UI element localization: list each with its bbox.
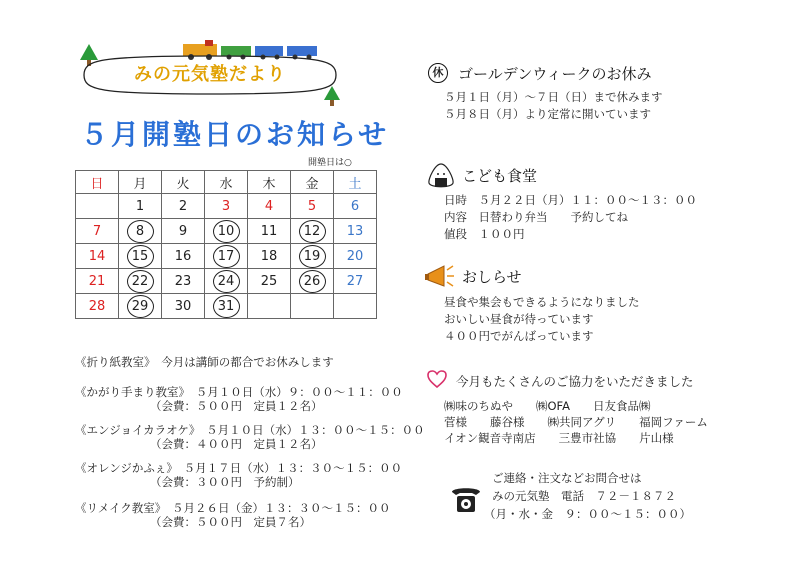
day-cell-open — [291, 244, 334, 269]
notice-line-3: ４００円でがんばっています — [444, 329, 594, 343]
event-temari-fee: （会費：５００円 定員１２名） — [150, 399, 323, 413]
open-day-circle: 19 — [299, 245, 326, 268]
day-cell — [248, 294, 291, 319]
day-cell-open — [119, 294, 162, 319]
open-day-circle: 15 — [127, 245, 154, 268]
day-cell: 13 — [334, 219, 377, 244]
open-day-circle: 22 — [127, 270, 154, 293]
event-karaoke-fee: （会費：４００円 定員１２名） — [150, 437, 323, 451]
weekday-sun: 日 — [76, 171, 119, 194]
heart-icon — [427, 370, 447, 388]
golden-week-line-1: ５月１日（月）～７日（日）まで休みます — [444, 90, 663, 104]
kodomo-content: 内容 日替わり弁当 予約してね — [444, 210, 628, 224]
day-cell — [76, 194, 119, 219]
calendar-legend-note: 開塾日は○ — [308, 158, 352, 168]
day-cell: 21 — [76, 269, 119, 294]
day-cell: 2 — [162, 194, 205, 219]
weekday-sat: 土 — [334, 171, 377, 194]
calendar-week-row — [76, 194, 377, 219]
day-cell: 7 — [76, 219, 119, 244]
event-remake-fee: （会費：５００円 定員７名） — [150, 515, 311, 529]
day-cell: 6 — [334, 194, 377, 219]
day-cell-open — [119, 244, 162, 269]
may-calendar — [75, 170, 377, 319]
open-day-circle: 10 — [213, 220, 240, 243]
day-cell: 16 — [162, 244, 205, 269]
calendar-week-row — [76, 294, 377, 319]
day-cell-open — [205, 294, 248, 319]
open-day-circle: 8 — [127, 220, 154, 243]
contact-line-1: ご連絡・注文などお問合せは — [492, 471, 642, 485]
event-temari: 《かがり手まり教室》 ５月１０日（水）９：００～１１：００ — [75, 385, 403, 399]
day-cell: 5 — [291, 194, 334, 219]
calendar-header-row — [76, 171, 377, 194]
day-cell — [291, 294, 334, 319]
day-cell: 25 — [248, 269, 291, 294]
event-remake: 《リメイク教室》 ５月２６日（金）１３：３０～１５：００ — [75, 501, 391, 515]
notice-line-1: 昼食や集会もできるようになりました — [444, 295, 640, 309]
open-day-circle: 29 — [127, 295, 154, 318]
golden-week-title: ゴールデンウィークのお休み — [458, 65, 652, 83]
day-cell: 20 — [334, 244, 377, 269]
day-cell: 18 — [248, 244, 291, 269]
weekday-mon: 月 — [119, 171, 162, 194]
weekday-thu: 木 — [248, 171, 291, 194]
weekday-wed: 水 — [205, 171, 248, 194]
day-cell-open — [119, 269, 162, 294]
kodomo-price: 値段 １００円 — [444, 227, 525, 241]
kodomo-date: 日時 ５月２２日（月）１１：００～１３：００ — [444, 193, 697, 207]
day-cell-open — [291, 269, 334, 294]
day-cell: 4 — [248, 194, 291, 219]
day-cell-open — [205, 244, 248, 269]
event-karaoke: 《エンジョイカラオケ》 ５月１０日（水）１３：００～１５：００ — [75, 423, 425, 437]
day-cell: 14 — [76, 244, 119, 269]
contact-phone: みの元気塾 電話 ７２－１８７２ — [492, 489, 676, 503]
day-cell: 27 — [334, 269, 377, 294]
calendar-week-row — [76, 244, 377, 269]
open-day-circle: 31 — [213, 295, 240, 318]
day-cell — [334, 294, 377, 319]
golden-week-line-2: ５月８日（月）より定常に開いています — [444, 107, 651, 121]
open-day-circle: 17 — [213, 245, 240, 268]
day-cell-open — [205, 269, 248, 294]
event-orange-cafe: 《オレンジかふぇ》 ５月１７日（水）１３：３０～１５：００ — [75, 461, 403, 475]
thanks-row-3: イオン観音寺南店 三豊市社協 片山様 — [444, 431, 674, 445]
day-cell: 23 — [162, 269, 205, 294]
onigiri-icon — [427, 163, 455, 189]
day-cell-open — [205, 219, 248, 244]
notice-line-2: おいしい昼食が待っています — [444, 312, 594, 326]
day-cell: 28 — [76, 294, 119, 319]
day-cell: 3 — [205, 194, 248, 219]
calendar-week-row — [76, 219, 377, 244]
weekday-fri: 金 — [291, 171, 334, 194]
contact-hours: （月・水・金 ９：００～１５：００） — [484, 507, 691, 521]
newsletter-title: みの元気塾だより — [134, 64, 286, 85]
notice-title: おしらせ — [462, 268, 522, 286]
thanks-row-1: ㈱味のちぬや ㈱OFA 日友食品㈱ — [444, 399, 651, 413]
weekday-tue: 火 — [162, 171, 205, 194]
day-cell: 11 — [248, 219, 291, 244]
day-cell: 30 — [162, 294, 205, 319]
day-cell-open — [291, 219, 334, 244]
thanks-title: 今月もたくさんのご協力をいただきました — [456, 374, 694, 389]
megaphone-icon — [424, 262, 456, 290]
telephone-icon — [450, 484, 482, 514]
calendar-week-row — [76, 269, 377, 294]
open-day-circle: 24 — [213, 270, 240, 293]
open-day-circle: 12 — [299, 220, 326, 243]
event-origami: 《折り紙教室》 今月は講師の都合でお休みします — [75, 355, 334, 369]
day-cell: 9 — [162, 219, 205, 244]
day-cell-open — [119, 219, 162, 244]
holiday-icon: 休 — [428, 63, 448, 83]
page-title: ５月開塾日のお知らせ — [80, 118, 390, 151]
day-cell: 1 — [119, 194, 162, 219]
thanks-row-2: 菅様 藤谷様 ㈱共同アグリ 福岡ファーム — [444, 415, 708, 429]
event-orange-cafe-fee: （会費：３００円 予約制） — [150, 475, 300, 489]
kodomo-title: こども食堂 — [462, 167, 538, 185]
open-day-circle: 26 — [299, 270, 326, 293]
